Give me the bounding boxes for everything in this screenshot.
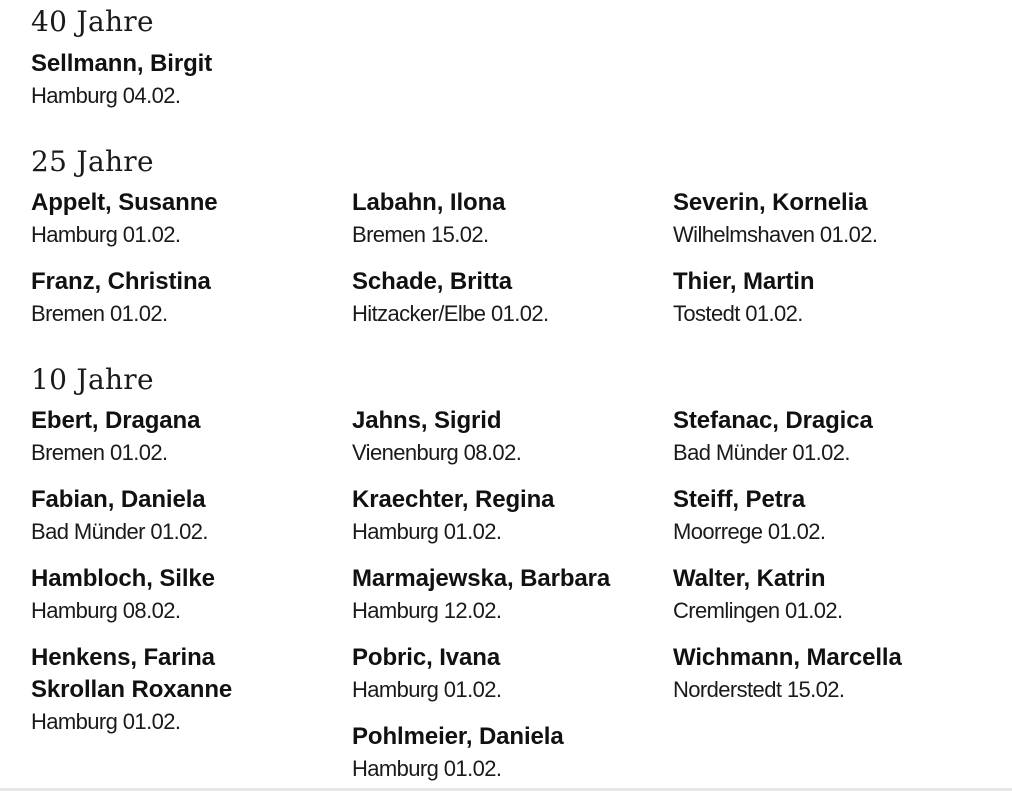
person-place-date: Hamburg 01.02. [352, 519, 502, 544]
person-place-date: Hamburg 04.02. [31, 83, 181, 108]
list-item [673, 187, 991, 250]
list-item [31, 266, 352, 329]
person-name: Schade, Britta [352, 268, 512, 295]
person-place-date: Wilhelmshaven 01.02. [673, 222, 878, 247]
person-place-date: Hitzacker/Elbe 01.02. [352, 301, 549, 326]
person-place-date: Bremen 15.02. [352, 222, 489, 247]
section-grid-10-jahre [31, 405, 991, 784]
section-grid-40-jahre [31, 48, 991, 111]
person-place-date: Bad Münder 01.02. [31, 519, 208, 544]
person-name: Stefanac, Dragica [673, 407, 873, 434]
list-item [31, 563, 352, 626]
section-title-40-jahre: 40 Jahre [31, 5, 154, 38]
list-item [352, 405, 673, 468]
person-place-date: Norderstedt 15.02. [673, 677, 845, 702]
person-name: Pohlmeier, Daniela [352, 723, 564, 750]
person-name: Severin, Kornelia [673, 189, 868, 216]
list-item [31, 642, 352, 784]
person-name: Walter, Katrin [673, 565, 826, 592]
person-place-date: Bad Münder 01.02. [673, 440, 850, 465]
section-grid-25-jahre [31, 187, 991, 329]
person-name: Hambloch, Silke [31, 565, 215, 592]
list-item [352, 563, 673, 626]
section-title-25-jahre: 25 Jahre [31, 145, 154, 178]
list-item [673, 266, 991, 329]
person-place-date: Hamburg 01.02. [31, 222, 181, 247]
list-item [673, 642, 991, 705]
person-name-continued: Skrollan Roxanne [31, 676, 233, 703]
person-name: Ebert, Dragana [31, 407, 201, 434]
person-place-date: Vienenburg 08.02. [352, 440, 522, 465]
list-item [673, 563, 991, 626]
person-name: Appelt, Susanne [31, 189, 218, 216]
list-item [352, 484, 673, 547]
list-item [673, 484, 991, 547]
person-name: Sellmann, Birgit [31, 50, 213, 77]
list-item [352, 266, 673, 329]
person-name: Pobric, Ivana [352, 644, 501, 671]
person-place-date: Moorrege 01.02. [673, 519, 826, 544]
section-title-10-jahre: 10 Jahre [31, 363, 154, 396]
person-place-date: Hamburg 01.02. [31, 709, 181, 734]
list-item [352, 721, 673, 784]
person-name: Kraechter, Regina [352, 486, 555, 513]
person-place-date: Tostedt 01.02. [673, 301, 803, 326]
person-name: Marmajewska, Barbara [352, 565, 611, 592]
list-item [352, 187, 673, 250]
list-item [673, 405, 991, 468]
person-name: Steiff, Petra [673, 486, 806, 513]
list-item [31, 405, 352, 468]
person-place-date: Hamburg 12.02. [352, 598, 502, 623]
person-name: Franz, Christina [31, 268, 211, 295]
person-place-date: Hamburg 01.02. [352, 677, 502, 702]
person-name: Thier, Martin [673, 268, 815, 295]
person-name: Labahn, Ilona [352, 189, 506, 216]
person-name: Jahns, Sigrid [352, 407, 502, 434]
person-place-date: Bremen 01.02. [31, 440, 168, 465]
list-item [352, 642, 673, 705]
person-name: Henkens, Farina [31, 644, 215, 671]
person-place-date: Hamburg 01.02. [352, 756, 502, 781]
person-place-date: Bremen 01.02. [31, 301, 168, 326]
person-name: Wichmann, Marcella [673, 644, 902, 671]
person-place-date: Cremlingen 01.02. [673, 598, 843, 623]
person-place-date: Hamburg 08.02. [31, 598, 181, 623]
list-item [31, 187, 352, 250]
person-name: Fabian, Daniela [31, 486, 206, 513]
list-item [31, 48, 352, 111]
list-item [31, 484, 352, 547]
